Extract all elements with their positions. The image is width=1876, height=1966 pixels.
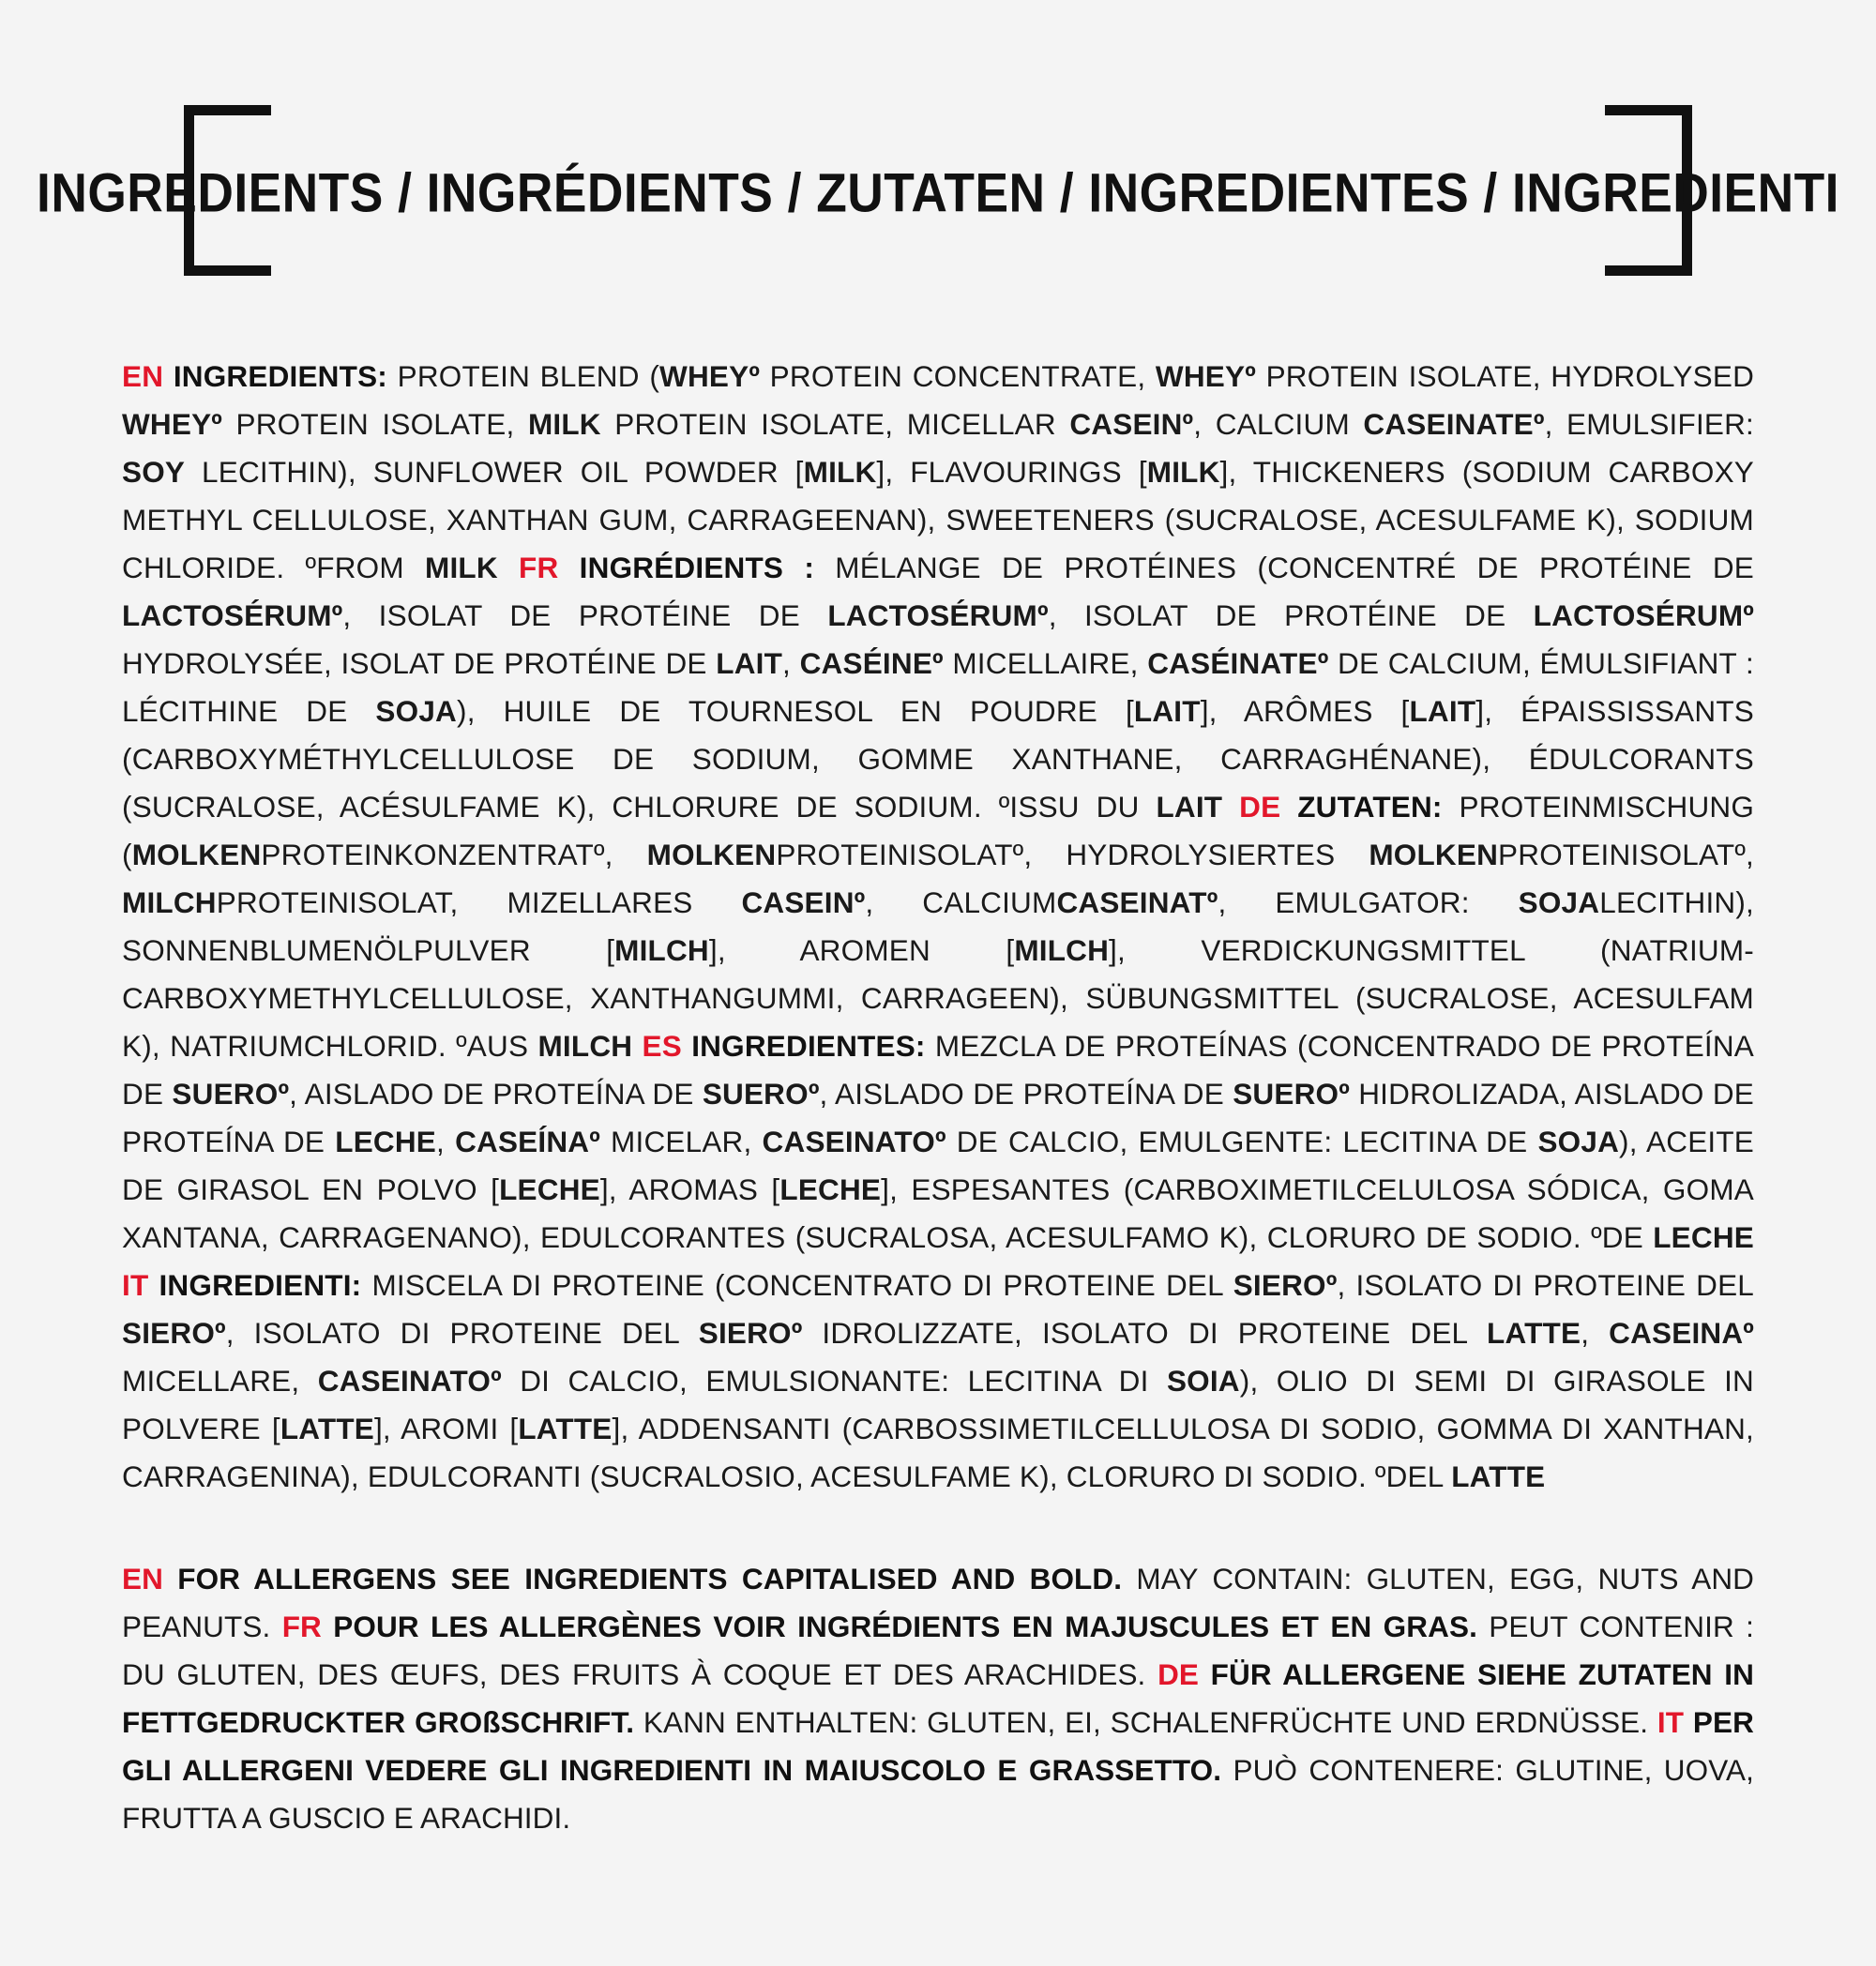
lang-tag-es: ES — [642, 1029, 682, 1063]
allergen-text-de: KANN ENTHALTEN: GLUTEN, EI, SCHALENFRÜCHTE UND ERDNÜSSE. — [643, 1705, 1649, 1739]
lang-tag-fr: FR — [519, 551, 559, 584]
ingredients-heading-es: INGREDIENTES: — [691, 1029, 926, 1063]
ingredients-paragraph — [122, 353, 1754, 1501]
lang-tag-de: DE — [1239, 790, 1281, 824]
allergen-text-en: MAY CONTAIN: GLUTEN, EGG, NUTS AND PEANUTS. — [122, 1562, 1755, 1643]
ingredients-heading-fr: INGRÉDIENTS : — [579, 551, 815, 584]
ingredients-heading-de: ZUTATEN: — [1297, 790, 1443, 824]
allergen-text-fr: PEUT CONTENIR : DU GLUTEN, DES ŒUFS, DES FRUITS À COQUE ET DES ARACHIDES. — [122, 1610, 1754, 1691]
ingredients-text-en: PROTEIN BLEND (WHEYº PROTEIN CONCENTRATE, WHEYº PROTEIN ISOLATE, HYDROLYSED WHEYº PROTEIN ISOLATE, MILK PROTEIN ISOLATE, MICELLAR CASEINº, CALCIUM CASEINATEº, EMULSIFIER: SOY LECITHIN), SUNFLOWER OIL POWDER [MILK], FLAVOURINGS [MILK], THICKENERS (SODIUM CARBOXY METHYL CELLULOSE, XANTHAN GUM, CARRAGEENAN), SWEETENERS (SUCRALOSE, ACESULFAME K), SODIUM CHLORIDE. ºFROM MILK — [122, 359, 1755, 584]
ingredients-text-es: MEZCLA DE PROTEÍNAS (CONCENTRADO DE PROTEÍNA DE SUEROº, AISLADO DE PROTEÍNA DE SUEROº, AISLADO DE PROTEÍNA DE SUEROº HIDROLIZADA, AISLADO DE PROTEÍNA DE LECHE, CASEÍNAº MICELAR, CASEINATOº DE CALCIO, EMULGENTE: LECITINA DE SOJA), ACEITE DE GIRASOL EN POLVO [LECHE], AROMAS [LECHE], ESPESANTES (CARBOXIMETILCELULOSA SÓDICA, GOMA XANTANA, CARRAGENANO), EDULCORANTES (SUCRALOSA, ACESULFAMO K), CLORURO DE SODIO. ºDE LECHE — [122, 1029, 1755, 1254]
ingredients-panel — [0, 90, 1876, 1966]
page-title: INGREDIENTS / INGRÉDIENTS / ZUTATEN / INGREDIENTES / INGREDIENTI — [37, 162, 1839, 224]
allergen-lang-tag-it: IT — [1657, 1705, 1685, 1739]
lang-tag-en: EN — [122, 359, 164, 393]
ingredients-heading-it: INGREDIENTI: — [159, 1268, 362, 1302]
ingredients-text-de: PROTEINMISCHUNG (MOLKENPROTEINKONZENTRATº, MOLKENPROTEINISOLATº, HYDROLYSIERTES MOLKENPROTEINISOLATº, MILCHPROTEINISOLAT, MIZELLARES CASEINº, CALCIUMCASEINATº, EMULGATOR: SOJALECITHIN), SONNENBLUMENÖLPULVER [MILCH], AROMEN [MILCH], VERDICKUNGSMITTEL (NATRIUM-CARBOXYMETHYLCELLULOSE, XANTHANGUMMI, CARRAGEEN), SÜBUNGSMITTEL (SUCRALOSE, ACESULFAM K), NATRIUMCHLORID. ºAUS MILCH — [122, 790, 1755, 1063]
content — [122, 353, 1754, 1842]
allergen-heading-fr: POUR LES ALLERGÈNES VOIR INGRÉDIENTS EN MAJUSCULES ET EN GRAS. — [333, 1610, 1477, 1643]
ingredients-text-fr: MÉLANGE DE PROTÉINES (CONCENTRÉ DE PROTÉINE DE LACTOSÉRUMº, ISOLAT DE PROTÉINE DE LACTOSÉRUMº, ISOLAT DE PROTÉINE DE LACTOSÉRUMº HYDROLYSÉE, ISOLAT DE PROTÉINE DE LAIT, CASÉINEº MICELLAIRE, CASÉINATEº DE CALCIUM, ÉMULSIFIANT : LÉCITHINE DE SOJA), HUILE DE TOURNESOL EN POUDRE [LAIT], ARÔMES [LAIT], ÉPAISSISSANTS (CARBOXYMÉTHYLCELLULOSE DE SODIUM, GOMME XANTHANE, CARRAGHÉNANE), ÉDULCORANTS (SUCRALOSE, ACÉSULFAME K), CHLORURE DE SODIUM. ºISSU DU LAIT — [122, 551, 1755, 824]
ingredients-heading-en: INGREDIENTS: — [173, 359, 387, 393]
allergen-text-it: PUÒ CONTENERE: GLUTINE, UOVA, FRUTTA A GUSCIO E ARACHIDI. — [122, 1753, 1754, 1835]
allergen-heading-de: FÜR ALLERGENE SIEHE ZUTATEN IN FETTGEDRUCKTER GROßSCHRIFT. — [122, 1657, 1754, 1739]
allergens-paragraph — [122, 1555, 1754, 1842]
allergen-lang-tag-fr: FR — [281, 1610, 322, 1643]
header — [37, 90, 1839, 296]
allergen-heading-it: PER GLI ALLERGENI VEDERE GLI INGREDIENTI IN MAIUSCOLO E GRASSETTO. — [122, 1705, 1754, 1787]
lang-tag-it: IT — [122, 1268, 149, 1302]
allergen-heading-en: FOR ALLERGENS SEE INGREDIENTS CAPITALISED AND BOLD. — [177, 1562, 1123, 1595]
ingredients-text-it: MISCELA DI PROTEINE (CONCENTRATO DI PROTEINE DEL SIEROº, ISOLATO DI PROTEINE DEL SIEROº, ISOLATO DI PROTEINE DEL SIEROº IDROLIZZATE, ISOLATO DI PROTEINE DEL LATTE, CASEINAº MICELLARE, CASEINATOº DI CALCIO, EMULSIONANTE: LECITINA DI SOIA), OLIO DI SEMI DI GIRASOLE IN POLVERE [LATTE], AROMI [LATTE], ADDENSANTI (CARBOSSIMETILCELLULOSA DI SODIO, GOMMA DI XANTHAN, CARRAGENINA), EDULCORANTI (SUCRALOSIO, ACESULFAME K), CLORURO DI SODIO. ºDEL LATTE — [122, 1268, 1755, 1493]
allergen-lang-tag-de: DE — [1157, 1657, 1200, 1691]
allergen-lang-tag-en: EN — [122, 1562, 163, 1595]
